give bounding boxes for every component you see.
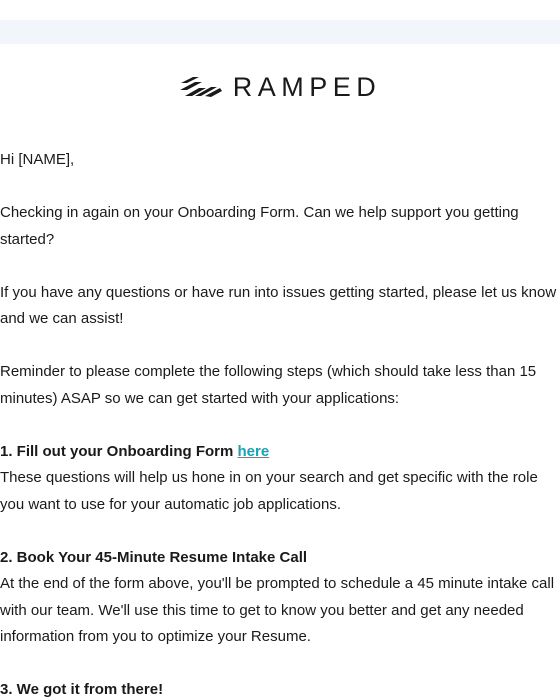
step-2-title: 2. Book Your 45-Minute Resume Intake Call [0, 548, 308, 566]
step-1-title [0, 439, 560, 466]
onboarding-form-link[interactable]: here [237, 442, 270, 460]
greeting: Hi [NAME], [0, 151, 75, 168]
step-1-body: These questions will help us hone in on your search and get specific with the role you want to use for your automatic job applications. [0, 469, 538, 513]
paragraph-checkin: Checking in again on your Onboarding Form. Can we help support you getting started? [0, 204, 519, 248]
ramped-chevrons-icon [179, 74, 223, 100]
step-2-body: At the end of the form above, you'll be prompted to schedule a 45 minute intake call with our team. We'll use this time to get to know you better and get any needed information from you to optimize your Resume. [0, 575, 555, 645]
paragraph-reminder: Reminder to please complete the following steps (which should take less than 15 minutes) ASAP so we can get started with your applications: [0, 363, 537, 407]
paragraph-questions: If you have any questions or have run into issues getting started, please let us know and we can assist! [0, 283, 557, 327]
step-1-title-text: 1. Fill out your Onboarding Form [0, 442, 238, 460]
email-top-band [0, 0, 560, 44]
email-header-strip [0, 20, 560, 44]
brand-wordmark: RAMPED [232, 71, 382, 102]
brand-logo [0, 70, 560, 104]
email-body [0, 147, 560, 700]
step-3-title: 3. We got it from there! [0, 681, 164, 698]
